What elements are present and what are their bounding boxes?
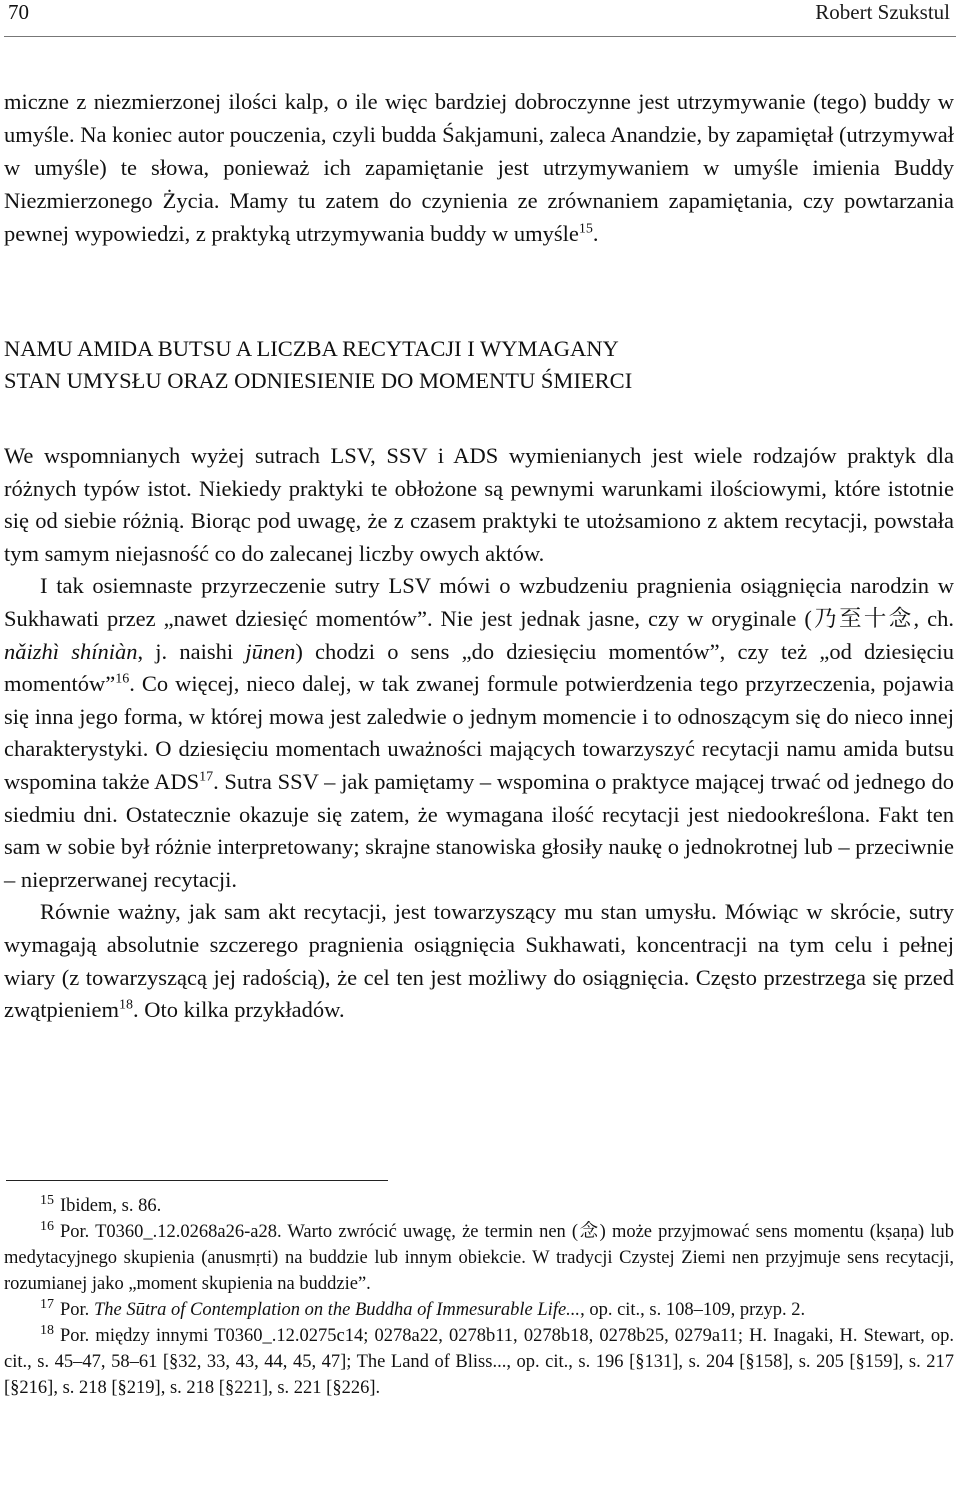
footnote-17 (4, 1297, 954, 1323)
paragraph-2-part-c: ) chodzi o sens „do dziesięciu momentów”, czy też „od dziesięciu momentów” (4, 638, 954, 697)
footnote-18 (4, 1323, 954, 1401)
running-author: Robert Szukstul (815, 0, 950, 24)
footnote-text-tail: , op. cit., s. 108–109, przyp. 2. (580, 1300, 806, 1320)
footnote-text: Por. T0360_.12.0268a26-a28. Warto zwrócić uwagę, że termin nen (念) może przyjmować sens momentu (kṣaṇa) lub medytacyjnego skupienia (anusmṛti) na buddzie lub innym obiekcie. W tradycji Czystej Ziemi nen przyjmuje sens recytacji, rozumianej jako „moment skupienia na buddzie”. (4, 1222, 954, 1294)
footnotes (4, 1193, 954, 1401)
section-body (4, 440, 954, 1027)
intro-paragraph-tail: . (592, 221, 599, 246)
footnote-text: Por. między innymi T0360_.12.0275c14; 0278a22, 0278b11, 0278b18, 0278b25, 0279a11; H. Inagaki, H. Stewart, op. cit., s. 45–47, 58–61 [§32, 33, 43, 44, 45, 47]; The Land of Bliss..., op. cit., s. 196 [§131], s. 204 [§158], s. 205 [§159], s. 217 [§216], s. 218 [§219], s. 218 [§221], s. 221 [§226]. (4, 1326, 954, 1398)
paragraph-2-part-e: . Sutra SSV – jak pamiętamy – wspomina o praktyce mającej trwać od jednego do siedmiu dni. Ostatecznie okazuje się zatem, że wymagana ilość recytacji jest niedookreślona. Fakt ten sam w sobie był różnie interpretowany; skrajne stanowiska głosiły naukę o jednokrotnej lub – przeciwnie – nieprzerwanej recytacji. (4, 768, 954, 892)
paragraph-2-part-a: I tak osiemnaste przyrzeczenie sutry LSV mówi o wzbudzeniu pragnienia osiągnięcia narodzin w Sukhawati przez „nawet dziesięć momentów”. Nie jest jednak jasne, czy w oryginale (乃至十念, ch. (4, 573, 954, 631)
header-rule (4, 36, 956, 37)
footnote-rule (6, 1180, 388, 1181)
intro-paragraph-text: miczne z niezmierzonej ilości kalp, o ile więc bardziej dobroczynne jest utrzymywanie (tego) buddy w umyśle. Na koniec autor pouczenia, czyli budda Śakjamuni, zaleca Anandzie, by zapamiętał (utrzymywał w umyśle) te słowa, ponieważ ich zapamiętanie jest utrzymywaniem w umyśle imienia Buddy Niezmierzonego Życia. Mamy tu zatem do czynienia ze zrównaniem zapamiętania, czy powtarzania pewnej wypowiedzi, z praktyką utrzymywania buddy w umyśle (4, 89, 954, 246)
footnote-number: 16 (40, 1218, 54, 1234)
section-heading-line2: STAN UMYSŁU ORAZ ODNIESIENIE DO MOMENTU ŚMIERCI (4, 368, 633, 393)
paragraph-2-part-b: , j. naishi (137, 638, 246, 664)
section-heading (4, 333, 954, 397)
intro-text (4, 85, 954, 250)
paragraph-2-part-d: . Co więcej, nieco dalej, w tak zwanej formule potwierdzenia tego przyrzeczenia, pojawia się inna jego forma, w której mowa jest zaledwie o jednym momencie i to odnoszącym się do nieco innej charakterystyki. O dziesięciu momentach uważności mających towarzyszyć recytacji namu amida butsu wspomina także ADS (4, 671, 954, 794)
footnote-ref-16: 16 (115, 671, 130, 687)
footnote-number: 15 (40, 1192, 54, 1208)
intro-paragraph (4, 85, 954, 250)
footnote-number: 18 (40, 1322, 54, 1338)
footnote-text: Por. (60, 1300, 94, 1320)
footnote-ref-17: 17 (199, 769, 214, 785)
footnote-ref-15: 15 (578, 221, 593, 237)
paragraph-3-text: Równie ważny, jak sam akt recytacji, jest towarzyszący mu stan umysłu. Mówiąc w skrócie, sutry wymagają absolutnie szczerego pragnienia osiągnięcia Sukhawati, koncentracji na tym celu i pełnej wiary (z towarzyszącą jej radością), że cel ten jest możliwy do osiągnięcia. Często przestrzega się przed zwątpieniem (4, 899, 954, 1023)
paragraph-3-tail: . Oto kilka przykładów. (132, 997, 345, 1023)
paragraph-3 (4, 896, 954, 1026)
footnote-text: Ibidem, s. 86. (60, 1196, 162, 1216)
chinese-reading: nǎizhì shíniàn (4, 638, 138, 664)
page-number: 70 (8, 0, 29, 24)
japanese-reading: jūnen (245, 638, 296, 664)
cited-title: The Sūtra of Contemplation on the Buddha of Immesurable Life... (93, 1300, 581, 1320)
footnote-ref-18: 18 (118, 997, 133, 1013)
footnote-16 (4, 1219, 954, 1297)
paragraph-1: We wspomnianych wyżej sutrach LSV, SSV i ADS wymienianych jest wiele rodzajów praktyk dla różnych typów istot. Niekiedy praktyki te obłożone są pewnymi warunkami ilościowymi, które istotnie się od siebie różnią. Biorąc pod uwagę, że z czasem praktyki te utożsamiono z aktem recytacji, powstała tym samym niejasność co do zalecanej liczby owych aktów. (4, 443, 954, 566)
paragraph-2 (4, 570, 954, 896)
running-header (0, 0, 960, 30)
footnote-number: 17 (40, 1296, 54, 1312)
section-heading-line1: NAMU AMIDA BUTSU A LICZBA RECYTACJI I WYMAGANY (4, 336, 619, 361)
footnote-15 (4, 1193, 954, 1219)
